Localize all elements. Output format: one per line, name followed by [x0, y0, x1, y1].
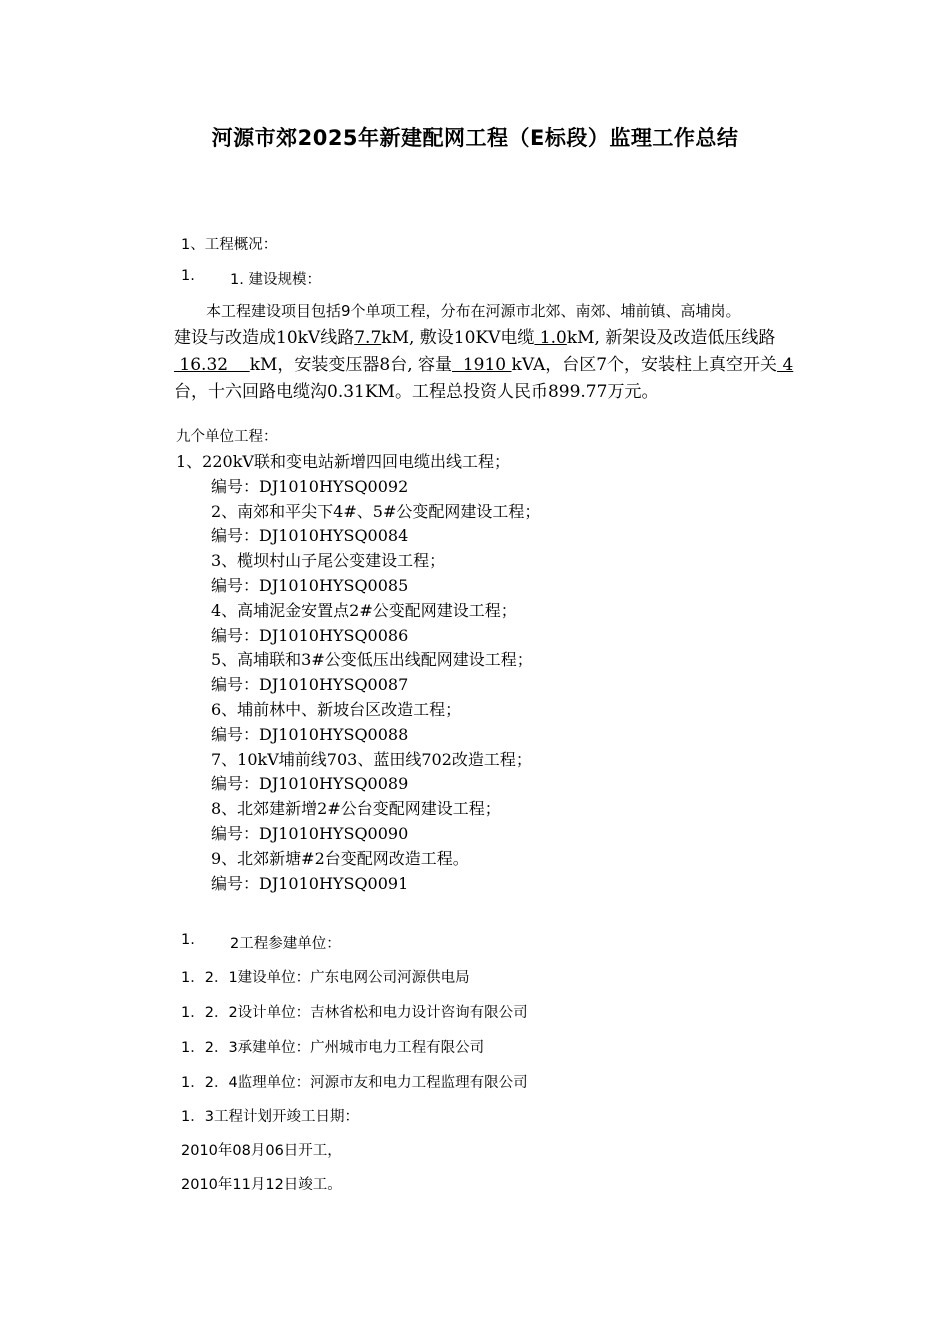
- project-description: [174, 298, 814, 406]
- project-code: 编号：DJ1010HYSQ0087: [211, 675, 409, 695]
- schedule-start-date: 2010年08月06日开工，: [181, 1143, 342, 1159]
- participant-item: 1．2．2设计单位：吉林省松和电力设计咨询有限公司: [181, 1005, 528, 1021]
- section-schedule-heading: 1．3工程计划开竣工日期：: [181, 1109, 359, 1125]
- project-code: 编号：DJ1010HYSQ0086: [211, 625, 409, 645]
- section-participants-heading: 2工程参建单位：: [230, 936, 341, 952]
- project-code: 编号：DJ1010HYSQ0084: [211, 526, 409, 546]
- project-name: 3、榄坝村山子尾公变建设工程；: [211, 551, 446, 571]
- project-name: 9、北郊新塘#2台变配网改造工程。: [211, 848, 469, 868]
- description-text-6: 台，十六回路电缆沟0.31KM。工程总投资人民币899.77万元。: [174, 382, 659, 402]
- project-code: 编号：DJ1010HYSQ0091: [211, 873, 409, 893]
- participant-item: 1．2．1建设单位：广东电网公司河源供电局: [181, 970, 470, 986]
- project-name: 2、南郊和平尖下4#、5#公变配网建设工程；: [211, 501, 541, 521]
- section-scale-heading: 1. 建设规模：: [230, 272, 321, 288]
- schedule-end-date: 2010年11月12日竣工。: [181, 1177, 342, 1193]
- section-overview-heading: 1、工程概况：: [181, 237, 278, 253]
- description-text-3: kM, 新架设及改造低压线路: [566, 328, 776, 348]
- low-voltage-length-value: 16.32: [174, 355, 250, 375]
- project-code: 编号：DJ1010HYSQ0090: [211, 823, 409, 843]
- projects-heading: 九个单位工程：: [176, 429, 278, 445]
- project-code: 编号：DJ1010HYSQ0092: [211, 476, 409, 496]
- document-title: 河源市郊2025年新建配网工程（E标段）监理工作总结: [211, 126, 739, 150]
- project-name: 1、220kV联和变电站新增四回电缆出线工程；: [176, 452, 510, 471]
- project-name: 5、高埔联和3#公变低压出线配网建设工程；: [211, 650, 533, 670]
- project-name: 7、10kV埔前线703、蓝田线702改造工程；: [211, 749, 532, 769]
- project-code: 编号：DJ1010HYSQ0085: [211, 575, 409, 595]
- section-participants-number: 1.: [181, 932, 195, 948]
- description-text-1: 建设与改造成10kV线路: [174, 328, 355, 348]
- description-text-2: kM, 敷设10KV电缆: [381, 328, 535, 348]
- description-first-line: 本工程建设项目包括9个单项工程，分布在河源市北郊、南郊、埔前镇、高埔岗。: [206, 302, 741, 320]
- line-length-value: 7.7: [354, 328, 382, 348]
- capacity-value: 1910: [452, 355, 512, 375]
- projects-list: [176, 450, 540, 896]
- project-code: 编号：DJ1010HYSQ0088: [211, 724, 409, 744]
- project-code: 编号：DJ1010HYSQ0089: [211, 774, 409, 794]
- cable-length-value: 1.0: [534, 328, 567, 348]
- project-name: 4、高埔泥金安置点2#公变配网建设工程；: [211, 600, 517, 620]
- description-text-4: kM，安装变压器8台, 容量: [249, 355, 453, 375]
- project-name: 6、埔前林中、新坡台区改造工程；: [211, 699, 462, 719]
- project-name: 8、北郊建新增2#公台变配网建设工程；: [211, 799, 501, 819]
- participant-item: 1．2．4监理单位：河源市友和电力工程监理有限公司: [181, 1075, 528, 1091]
- section-scale-number: 1.: [181, 268, 195, 284]
- switch-count-value: 4: [777, 355, 794, 375]
- description-text-5: kVA，台区7个，安装柱上真空开关: [511, 355, 778, 375]
- participant-item: 1．2．3承建单位：广州城市电力工程有限公司: [181, 1040, 485, 1056]
